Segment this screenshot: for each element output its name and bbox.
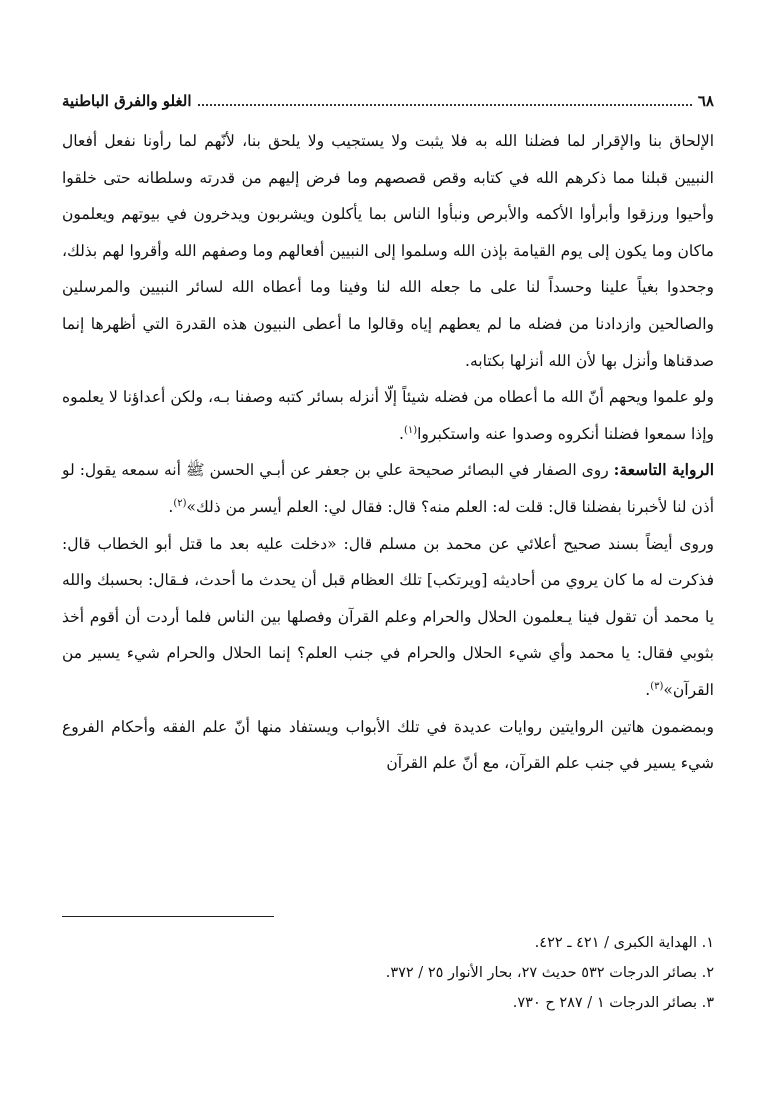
book-page [62, 90, 715, 1011]
text-line: جعله الله لنا وفينا وما أعطاه الله لسائر النبيين والمرسلين والصالحين وازدادنا من فضله ما [62, 278, 714, 333]
text-line: وروى أيضاً بسند صحيح أعلائي عن محمد بن مسلم قال: «دخلت عليه بعد [229, 534, 714, 553]
footnote-ref-2[interactable]: (٢) [173, 497, 187, 509]
text-line: الله أنزلها بكتابه. [465, 351, 571, 370]
text-line: وبمضمون هاتين الروايتين روايات عديدة في تلك الأبواب ويستفاد منها [256, 717, 714, 736]
text-line: إلى النبيين أفعالهم وما وصفهم الله وأقروا لهم بذلك، وجحدوا بغياً علينا وحسداً لنا على ما [62, 241, 714, 297]
text-line: نفعل أفعال النبيين قبلنا مما ذكرهم الله في كتابه وقص قصصهم وما فرض إليهم من قدرته [62, 132, 714, 187]
running-title: الغلو والفرق الباطنية [62, 92, 192, 110]
footnote-3: ٣. بصائر الدرجات ١ / ٢٨٧ ح ٧٣٠. [512, 995, 714, 1011]
footnote-ref-3[interactable]: (٣) [650, 680, 664, 692]
footnote-ref-1[interactable]: (١) [403, 424, 418, 436]
text-line: أنّ علم الفقه وأحكام الفروع شيء يسير في جنب علم القرآن، مع أنّ علم القرآن [62, 717, 714, 773]
text-line: الحلال والحرام وعلم القرآن وفصلها بين الناس فلما أردت أن أقوم أخذ بثوبي فقال: يا محمد [62, 607, 714, 663]
narration-label: الرواية التاسعة: [613, 460, 715, 480]
text-line: الحسن ﷺ أنه سمعه يقول: لو أذن لنا لأخبرنا بفضلنا قال: قلت له: العلم منه؟ قال: [62, 461, 714, 516]
body-text [62, 123, 714, 782]
paragraph-4: وروى أيضاً بسند صحيح أعلائي عن محمد بن مسلم قال: «دخلت عليه بعد ما قتل أبو الخطاب قال: فذكرت له ما كان يروي من أحاديثه [ويرتكب] تلك العظام قبل أن يحدث ما أحدث، فـقال: بحسبك والله يا محمد أن تقول فينا يـعلمون الحلال والحرام وعلم القرآن وفصلها بين الناس فلما أردت أن أقوم أخذ بثوبي فقال: يا محمد وأي شيء الحلال والحرام في جنب العلم؟ إنما الحلال والحرام شيء يسير من القرآن»$^{(٣)}$. [62, 534, 715, 699]
narration-9: الرواية التاسعة: روى الصفار في البصائر صحيحة علي بن جعفر عن أبـي الحسن ﷺ أنه سمعه يقول: لو أذن لنا لأخبرنا بفضلنا قال: قلت له: العلم منه؟ قال: فقال لي: العلم أيسر من ذلك»$^{(٢)}$. [62, 460, 715, 516]
text-line: العظام قبل أن يحدث ما أحدث، فـقال: بحسبك والله يا محمد أن تقول فينا يـعلمون [62, 571, 715, 626]
footnote-separator [62, 916, 274, 917]
paragraph-1 [62, 123, 714, 379]
text-line: روى الصفار في البصائر صحيحة علي بن جعفر عن أبـي [259, 461, 614, 480]
footnote-2: ٢. بصائر الدرجات ٥٣٢ حديث ٢٧، بحار الأنوار ٢٥ / ٣٧٢. [385, 965, 714, 981]
text-line: لم يعطهم إياه وقالوا ما أعطى النبيون هذه القدرة التي أظهرها إنما صدقناها وأنزل بها لأن [62, 314, 714, 370]
footnote-1: ١. الهداية الكبرى / ٤٢١ ـ ٤٢٢. [534, 935, 714, 951]
text-line: ولو علموا ويحهم أنّ الله ما أعطاه من فضله شيئاً إلّا أنزله بسائر كتبه وصفنا بـه، [207, 388, 714, 407]
text-line: ويشربون ويدخرون في بيوتهم ويعلمون ماكان وما يكون إلى يوم القيامة بإذن الله وسلموا [62, 205, 714, 260]
text-line: فقال لي: العلم أيسر من ذلك» [186, 497, 383, 516]
paragraph-5 [62, 709, 714, 782]
text-line: ما قتل أبو الخطاب قال: فذكرت له ما كان يروي من أحاديثه [ويرتكب] تلك [62, 534, 714, 590]
header-dot-leader [198, 103, 692, 106]
text-line: الإلحاق بنا والإقرار لما فضلنا الله به فلا يثبت ولا يستجيب ولا يلحق بنا، لأنّهم لما رأونا [143, 132, 714, 150]
text-line: وسلطانه حتى خلقوا وأحيوا ورزقوا وأبرأوا الأكمه والأبرص ونبأوا الناس بما يأكلون [62, 168, 714, 224]
footnotes [62, 928, 714, 1018]
text-line: وأي شيء الحلال والحرام في جنب العلم؟ إنما الحلال والحرام شيء يسير من القرآن» [62, 644, 714, 699]
paragraph-2: ولو علموا ويحهم أنّ الله ما أعطاه من فضله شيئاً إلّا أنزله بسائر كتبه وصفنا بـه، ولكن أعداؤنا لا يعلموه وإذا سمعوا فضلنا أنكروه وصدوا عنه واستكبروا$^{(١)}$. [62, 388, 714, 443]
text-line: ولكن أعداؤنا لا يعلموه وإذا سمعوا فضلنا أنكروه وصدوا عنه واستكبروا [62, 388, 714, 443]
page-number: ٦٨ [697, 92, 714, 110]
page-header [62, 90, 714, 113]
